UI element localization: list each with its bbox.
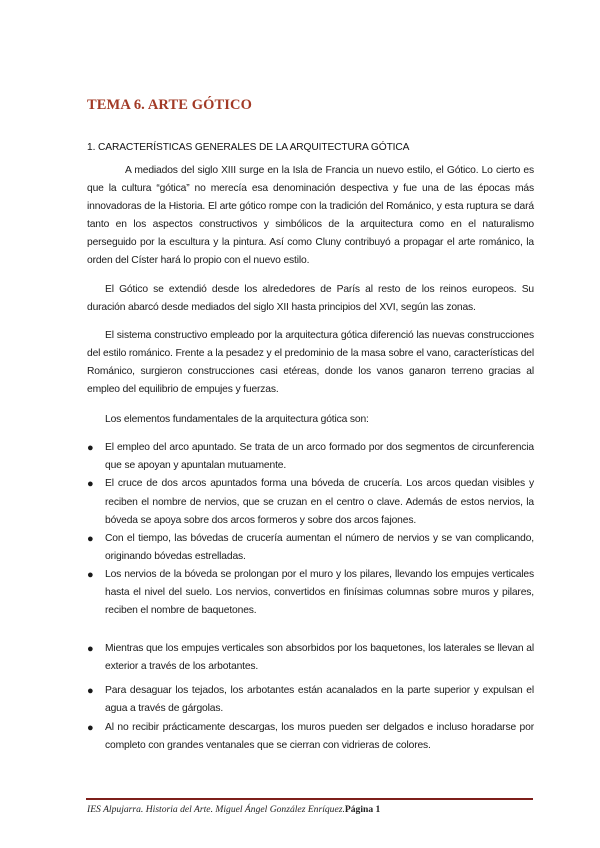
list-item-text: El cruce de dos arcos apuntados forma una bóveda de crucería. Los arcos quedan visibles y reciben el nombre de nervios, que se cruzan en el centro o clave. Además de estos nervios, la bóveda se apoya sobre dos arcos formeros y sobre dos arcos fajones. <box>105 478 534 526</box>
list-item <box>87 719 534 755</box>
list-item-text: Mientras que los empujes verticales son absorbidos por los baquetones, los laterales se llevan al exterior a través de los arbotantes. <box>105 643 534 673</box>
page-footer <box>87 804 380 815</box>
body-content <box>87 162 534 755</box>
list-item-text: El empleo del arco apuntado. Se trata de un arco formado por dos segmentos de circunferencia que se apoyan y apuntalan mutuamente. <box>105 442 534 472</box>
footer-divider <box>86 798 533 800</box>
bullet-icon: ● <box>87 442 94 455</box>
bullet-icon: ● <box>87 721 94 734</box>
bullet-list <box>87 439 534 620</box>
list-item-text: Para desaguar los tejados, los arbotantes están acanalados en la parte superior y expulsan el agua a través de gárgolas. <box>105 685 534 715</box>
list-item <box>87 530 534 566</box>
bullet-list <box>87 640 534 676</box>
bullet-icon: ● <box>87 685 94 698</box>
list-item-text: Con el tiempo, las bóvedas de crucería aumentan el número de nervios y se van complicando, originando bóvedas estrelladas. <box>105 532 534 562</box>
bullet-icon: ● <box>87 643 94 656</box>
bullet-icon: ● <box>87 532 94 545</box>
list-item <box>87 640 534 676</box>
paragraph: El Gótico se extendió desde los alrededores de París al resto de los reinos europeos. Su duración abarcó desde mediados del siglo XII hasta principios del XVI, según las zonas. <box>87 283 534 313</box>
list-item <box>87 566 534 620</box>
list-item <box>87 439 534 475</box>
list-item-text: Al no recibir prácticamente descargas, los muros pueden ser delgados e incluso horadarse por completo con grandes ventanales que se cierran con vidrieras de colores. <box>105 721 534 751</box>
page-title: TEMA 6. ARTE GÓTICO <box>87 97 252 113</box>
bullet-icon: ● <box>87 568 94 581</box>
list-item-text: Los nervios de la bóveda se prolongan por el muro y los pilares, llevando los empujes verticales hasta el nivel del suelo. Los nervios, convertidos en finísimas columnas sobre muros y pilares, reciben el nombre de baquetones. <box>105 568 534 617</box>
bullet-list <box>87 682 534 754</box>
page-number: Página 1 <box>344 804 381 815</box>
list-intro: Los elementos fundamentales de la arquitectura gótica son: <box>105 414 369 426</box>
bullet-icon: ● <box>87 478 94 491</box>
footer-text: IES Alpujarra. Historia del Arte. Miguel Ángel González Enríquez. <box>87 804 345 815</box>
list-item <box>87 475 534 529</box>
paragraph: El sistema constructivo empleado por la arquitectura gótica diferenció las nuevas construcciones del estilo románico. Frente a la pesadez y el predominio de la masa sobre el vano, características del Románico, surgieron construcciones casi etéreas, donde los vanos ganaron terreno gracias al empleo del equilibrio de empujes y fuerzas. <box>87 329 534 396</box>
list-item <box>87 682 534 718</box>
paragraph: A mediados del siglo XIII surge en la Isla de Francia un nuevo estilo, el Gótico. Lo cierto es que la cultura “gótica” no merecía esa denominación despectiva y fue una de las épocas más innovadoras de la Historia. El arte gótico rompe con la tradición del Románico, y esta ruptura se dará tanto en los aspectos constructivos y simbólicos de la arquitectura como en el naturalismo perseguido por la escultura y la pintura. Así como Cluny contribuyó a propagar el arte románico, la orden del Císter hará lo propio con el nuevo estilo. <box>87 165 534 267</box>
section-heading: 1. CARACTERÍSTICAS GENERALES DE LA ARQUITECTURA GÓTICA <box>87 142 410 153</box>
